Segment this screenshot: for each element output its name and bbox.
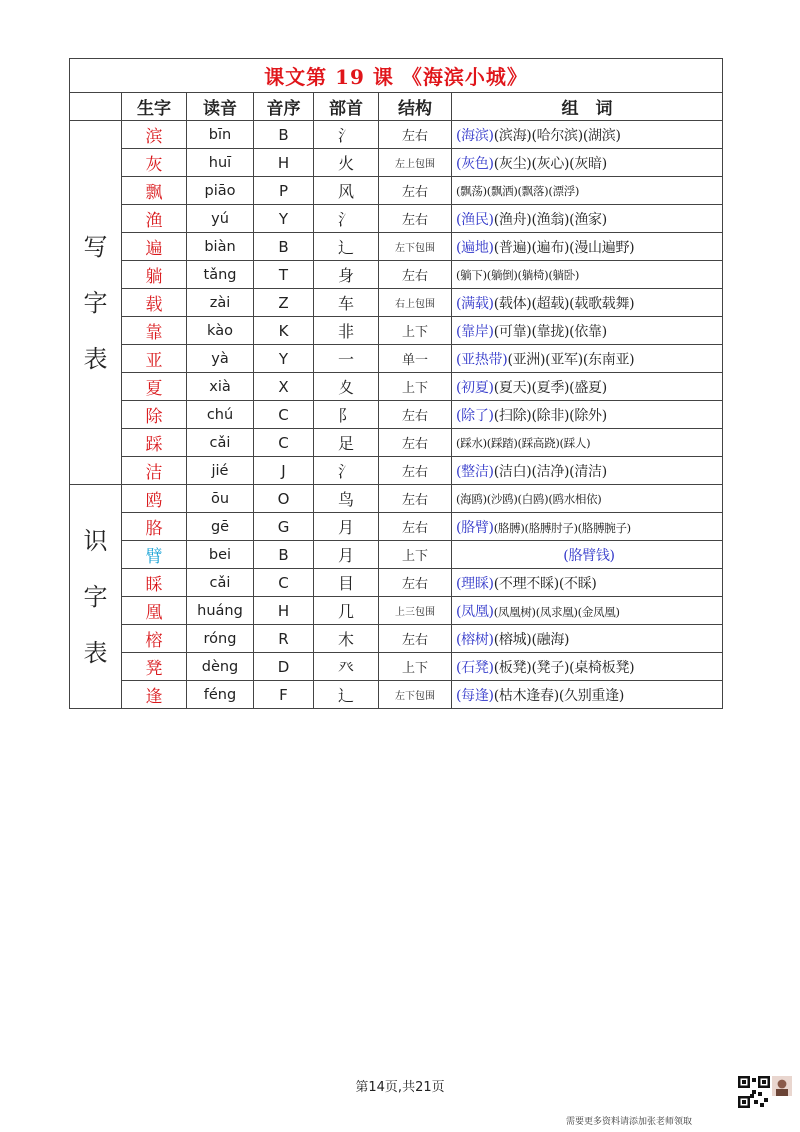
words-cell (452, 317, 723, 345)
char-cell: 鸥 (122, 485, 187, 513)
char-cell: 逢 (122, 681, 187, 709)
other-words: (载体)(超载)(载歌载舞) (493, 295, 635, 312)
structure-cell: 左右 (379, 513, 452, 541)
radical-cell: 氵 (314, 205, 379, 233)
index-cell: C (254, 429, 314, 457)
char-cell: 凰 (122, 597, 187, 625)
highlight-word: (每逢) (456, 687, 494, 704)
other-words: (普遍)(遍布)(漫山遍野) (493, 239, 635, 256)
index-cell: T (254, 261, 314, 289)
header-index: 音序 (254, 93, 314, 121)
words-cell (452, 625, 723, 653)
other-words: (海鸥)(沙鸥)(白鸥)(鸥水相依) (456, 491, 602, 506)
radical-cell: 氵 (314, 457, 379, 485)
highlight-word: (满载) (456, 295, 494, 312)
words-cell (452, 261, 723, 289)
table-row (70, 429, 723, 457)
table-row (70, 233, 723, 261)
highlight-word: (榕树) (456, 631, 494, 648)
highlight-word: (灰色) (456, 155, 494, 172)
other-words: (不理不睬)(不睬) (493, 575, 597, 592)
pinyin-cell: cǎi (187, 569, 254, 597)
index-cell: G (254, 513, 314, 541)
table-row (70, 317, 723, 345)
table-row (70, 205, 723, 233)
radical-cell: 非 (314, 317, 379, 345)
highlight-word: (亚热带) (456, 351, 508, 368)
pinyin-cell: huáng (187, 597, 254, 625)
index-cell: R (254, 625, 314, 653)
index-cell: H (254, 149, 314, 177)
words-cell (452, 513, 723, 541)
words-cell (452, 373, 723, 401)
words-cell (452, 541, 723, 569)
structure-cell: 左下包围 (379, 233, 452, 261)
group-label-char: 表 (83, 638, 108, 667)
radical-cell: 辶 (314, 233, 379, 261)
table-row (70, 625, 723, 653)
highlight-word: (初夏) (456, 379, 494, 396)
pinyin-cell: dèng (187, 653, 254, 681)
structure-cell: 左右 (379, 429, 452, 457)
header-blank (70, 93, 122, 121)
highlight-word: (胳臂) (456, 519, 494, 536)
table-row (70, 345, 723, 373)
words-cell (452, 457, 723, 485)
highlight-word: (海滨) (456, 127, 494, 144)
structure-cell: 左右 (379, 457, 452, 485)
radical-cell: 鸟 (314, 485, 379, 513)
char-cell: 洁 (122, 457, 187, 485)
radical-cell: 阝 (314, 401, 379, 429)
words-cell (452, 653, 723, 681)
highlight-word: (整洁) (456, 463, 494, 480)
highlight-word: (石凳) (456, 659, 494, 676)
header-pinyin: 读音 (187, 93, 254, 121)
other-words: (榕城)(融海) (493, 631, 570, 648)
radical-cell: 火 (314, 149, 379, 177)
structure-cell: 左右 (379, 569, 452, 597)
index-cell: C (254, 401, 314, 429)
highlight-word: (胳臂钱) (563, 547, 615, 564)
structure-cell: 左下包围 (379, 681, 452, 709)
char-cell: 踩 (122, 429, 187, 457)
group-label-char: 识 (83, 526, 108, 555)
group-label-char: 表 (83, 344, 108, 373)
other-words: (凤凰树)(凤求凰)(金凤凰) (493, 604, 620, 619)
index-cell: Y (254, 345, 314, 373)
table-row (70, 373, 723, 401)
highlight-word: (凤凰) (456, 603, 494, 620)
other-words: (灰尘)(灰心)(灰暗) (493, 155, 607, 172)
index-cell: D (254, 653, 314, 681)
pinyin-cell: róng (187, 625, 254, 653)
words-cell (452, 681, 723, 709)
index-cell: K (254, 317, 314, 345)
pinyin-cell: piāo (187, 177, 254, 205)
structure-cell: 左右 (379, 261, 452, 289)
vocab-table (69, 58, 723, 709)
qr-code-icon (738, 1076, 770, 1108)
pinyin-cell: ōu (187, 485, 254, 513)
structure-cell: 左右 (379, 177, 452, 205)
index-cell: P (254, 177, 314, 205)
table-row (70, 485, 723, 513)
radical-cell: 癶 (314, 653, 379, 681)
words-cell (452, 401, 723, 429)
words-cell (452, 429, 723, 457)
pinyin-cell: biàn (187, 233, 254, 261)
table-row (70, 401, 723, 429)
highlight-word: (靠岸) (456, 323, 494, 340)
other-words: (躺下)(躺倒)(躺椅)(躺卧) (456, 267, 580, 282)
words-cell (452, 345, 723, 373)
other-words: (扫除)(除非)(除外) (493, 407, 607, 424)
table-row (70, 513, 723, 541)
highlight-word: (渔民) (456, 211, 494, 228)
structure-cell: 上下 (379, 373, 452, 401)
pinyin-cell: yú (187, 205, 254, 233)
char-cell: 靠 (122, 317, 187, 345)
other-words: (可靠)(靠拢)(依靠) (493, 323, 607, 340)
char-cell: 胳 (122, 513, 187, 541)
structure-cell: 上下 (379, 541, 452, 569)
table-row (70, 457, 723, 485)
table-row (70, 597, 723, 625)
char-cell: 遍 (122, 233, 187, 261)
group-label-char: 写 (83, 232, 108, 261)
table-row (70, 653, 723, 681)
group-label-char: 字 (83, 288, 108, 317)
char-cell: 灰 (122, 149, 187, 177)
highlight-word: (遍地) (456, 239, 494, 256)
index-cell: Z (254, 289, 314, 317)
avatar-icon (772, 1076, 792, 1096)
char-cell: 睬 (122, 569, 187, 597)
table-row (70, 177, 723, 205)
radical-cell: 几 (314, 597, 379, 625)
other-words: (滨海)(哈尔滨)(湖滨) (493, 127, 621, 144)
radical-cell: 目 (314, 569, 379, 597)
other-words: (飘荡)(飘洒)(飘落)(漂浮) (456, 183, 580, 198)
structure-cell: 左右 (379, 121, 452, 149)
char-cell: 飘 (122, 177, 187, 205)
highlight-word: (除了) (456, 407, 494, 424)
structure-cell: 左右 (379, 485, 452, 513)
page-number: 第14页,共21页 (355, 1080, 445, 1095)
radical-cell: 夊 (314, 373, 379, 401)
char-cell: 凳 (122, 653, 187, 681)
structure-cell: 单一 (379, 345, 452, 373)
promo-text: 需要更多资料请添加张老师领取 (566, 1117, 693, 1127)
char-cell: 滨 (122, 121, 187, 149)
pinyin-cell: féng (187, 681, 254, 709)
other-words: (胳膊)(胳膊肘子)(胳膊腕子) (493, 520, 631, 535)
table-row (70, 121, 723, 149)
radical-cell: 辶 (314, 681, 379, 709)
radical-cell: 身 (314, 261, 379, 289)
index-cell: J (254, 457, 314, 485)
table-row (70, 541, 723, 569)
radical-cell: 月 (314, 513, 379, 541)
char-cell: 榕 (122, 625, 187, 653)
radical-cell: 一 (314, 345, 379, 373)
char-cell: 臂 (122, 541, 187, 569)
header-radical: 部首 (314, 93, 379, 121)
char-cell: 除 (122, 401, 187, 429)
table-row (70, 261, 723, 289)
pinyin-cell: zài (187, 289, 254, 317)
words-cell (452, 149, 723, 177)
char-cell: 渔 (122, 205, 187, 233)
pinyin-cell: huī (187, 149, 254, 177)
char-cell: 载 (122, 289, 187, 317)
structure-cell: 左上包围 (379, 149, 452, 177)
pinyin-cell: bīn (187, 121, 254, 149)
words-cell (452, 597, 723, 625)
words-cell (452, 289, 723, 317)
other-words: (板凳)(凳子)(桌椅板凳) (493, 659, 635, 676)
char-cell: 躺 (122, 261, 187, 289)
radical-cell: 氵 (314, 121, 379, 149)
header-row (70, 93, 723, 121)
index-cell: F (254, 681, 314, 709)
radical-cell: 月 (314, 541, 379, 569)
pinyin-cell: tǎng (187, 261, 254, 289)
pinyin-cell: chú (187, 401, 254, 429)
index-cell: B (254, 541, 314, 569)
other-words: (踩水)(踩踏)(踩高跷)(踩人) (456, 435, 591, 450)
index-cell: Y (254, 205, 314, 233)
char-cell: 夏 (122, 373, 187, 401)
structure-cell: 左右 (379, 401, 452, 429)
highlight-word: (理睬) (456, 575, 494, 592)
other-words: (洁白)(洁净)(清洁) (493, 463, 607, 480)
words-cell (452, 121, 723, 149)
pinyin-cell: jié (187, 457, 254, 485)
radical-cell: 风 (314, 177, 379, 205)
table-row (70, 569, 723, 597)
header-structure: 结构 (379, 93, 452, 121)
words-cell (452, 569, 723, 597)
page-title: 课文第 19 课 《海滨小城》 (70, 59, 723, 93)
structure-cell: 上三包围 (379, 597, 452, 625)
structure-cell: 上下 (379, 317, 452, 345)
table-row (70, 289, 723, 317)
index-cell: B (254, 121, 314, 149)
index-cell: H (254, 597, 314, 625)
structure-cell: 上下 (379, 653, 452, 681)
index-cell: X (254, 373, 314, 401)
header-char: 生字 (122, 93, 187, 121)
words-cell (452, 233, 723, 261)
structure-cell: 左右 (379, 625, 452, 653)
table-row (70, 681, 723, 709)
char-cell: 亚 (122, 345, 187, 373)
structure-cell: 左右 (379, 205, 452, 233)
other-words: (渔舟)(渔翁)(渔家) (493, 211, 607, 228)
group-label-recognize (70, 485, 122, 709)
words-cell (452, 485, 723, 513)
pinyin-cell: kào (187, 317, 254, 345)
other-words: (亚洲)(亚军)(东南亚) (507, 351, 635, 368)
pinyin-cell: xià (187, 373, 254, 401)
words-cell (452, 205, 723, 233)
table-row (70, 149, 723, 177)
other-words: (夏天)(夏季)(盛夏) (493, 379, 607, 396)
header-words: 组 词 (452, 93, 723, 121)
radical-cell: 车 (314, 289, 379, 317)
index-cell: B (254, 233, 314, 261)
words-cell (452, 177, 723, 205)
pinyin-cell: gē (187, 513, 254, 541)
radical-cell: 足 (314, 429, 379, 457)
pinyin-cell: yà (187, 345, 254, 373)
group-label-write (70, 121, 122, 485)
index-cell: C (254, 569, 314, 597)
radical-cell: 木 (314, 625, 379, 653)
pinyin-cell: bei (187, 541, 254, 569)
pinyin-cell: cǎi (187, 429, 254, 457)
group-label-char: 字 (83, 582, 108, 611)
structure-cell: 右上包围 (379, 289, 452, 317)
other-words: (枯木逢春)(久别重逢) (493, 687, 624, 704)
index-cell: O (254, 485, 314, 513)
